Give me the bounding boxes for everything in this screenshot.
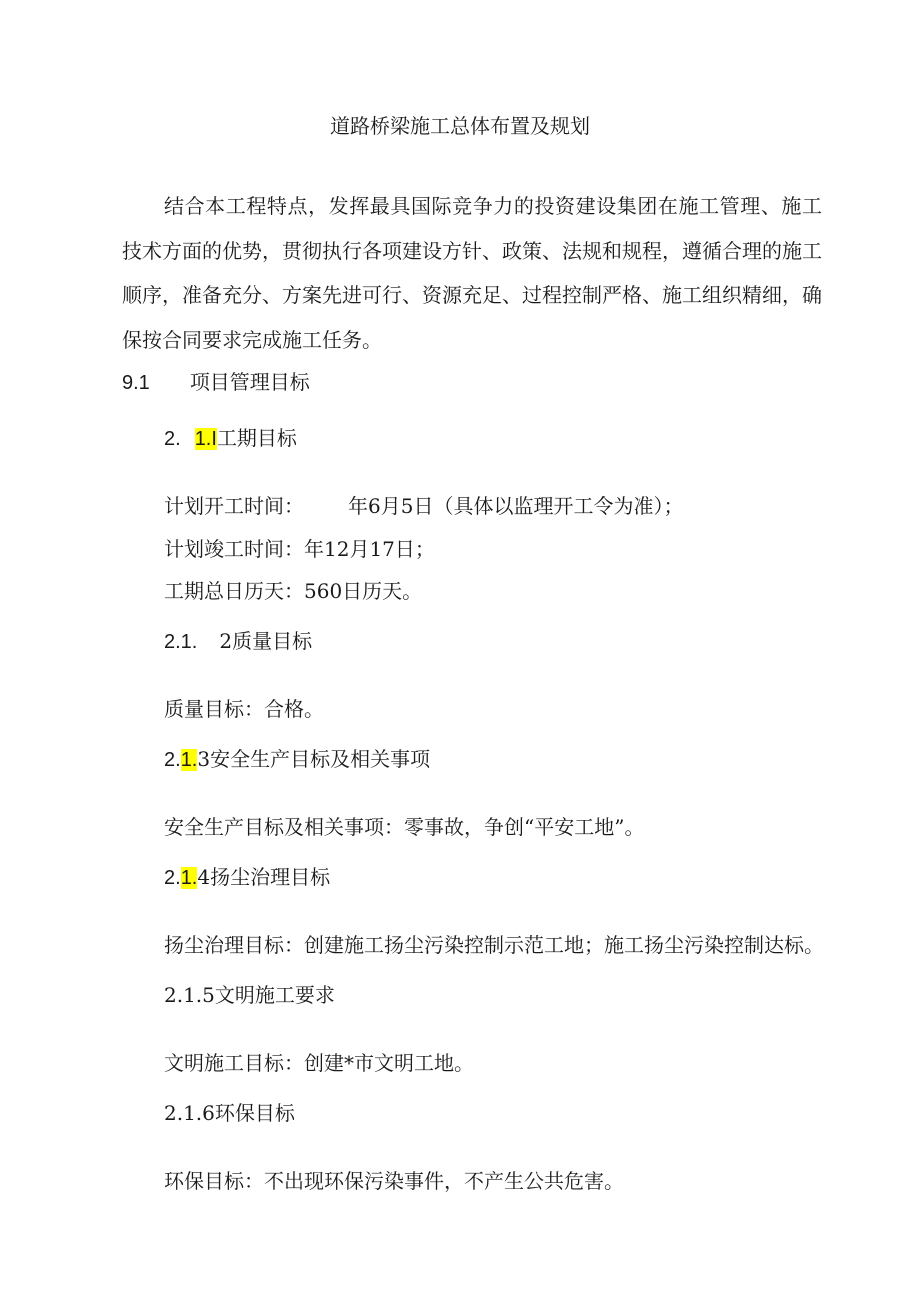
quality-heading — [164, 627, 312, 656]
civilized-body: 文明施工目标：创建*市文明工地。 — [164, 1051, 474, 1075]
schedule-heading — [164, 424, 297, 453]
schedule-heading-text: 工期目标 — [216, 426, 297, 450]
environment-heading: 2.1.6环保目标 — [164, 1101, 295, 1125]
schedule-finish-line: 计划竣工时间：年12月17日； — [164, 537, 435, 561]
schedule-start-line — [164, 492, 683, 520]
dust-heading-highlight: 1. — [180, 867, 198, 889]
dust-heading — [164, 863, 330, 892]
schedule-start-label: 计划开工时间： — [164, 494, 304, 518]
dust-heading-pre: 2. — [164, 867, 181, 889]
safety-heading-pre: 2. — [164, 749, 181, 771]
safety-body: 安全生产目标及相关事项：零事故，争创“平安工地”。 — [164, 815, 645, 839]
section-title: 项目管理目标 — [189, 370, 310, 394]
quality-heading-text: 2质量目标 — [219, 629, 313, 653]
intro-paragraph: 结合本工程特点，发挥最具国际竞争力的投资建设集团在施工管理、施工技术方面的优势，贯彻执行各项建设方针、政策、法规和规程，遵循合理的施工顺序，准备充分、方案先进可行、资源充足、过程控制严格、施工组织精细，确保按合同要求完成施工任务。 — [122, 194, 822, 352]
dust-body: 扬尘治理目标：创建施工扬尘污染控制示范工地；施工扬尘污染控制达标。 — [164, 933, 824, 957]
environment-body: 环保目标：不出现环保污染事件，不产生公共危害。 — [164, 1169, 624, 1193]
quality-heading-number: 2.1. — [164, 631, 198, 653]
safety-heading-post: 3安全生产目标及相关事项 — [197, 747, 431, 771]
civilized-heading: 2.1.5文明施工要求 — [164, 983, 335, 1007]
schedule-heading-highlight: 1.I — [194, 428, 217, 450]
section-number: 9.1 — [122, 372, 150, 394]
safety-heading-highlight: 1. — [180, 749, 198, 771]
page-title: 道路桥梁施工总体布置及规划 — [330, 114, 590, 138]
schedule-heading-prefix: 2. — [164, 428, 181, 450]
schedule-start-value: 年6月5日（具体以监理开工令为准）； — [348, 494, 684, 518]
safety-heading — [164, 745, 430, 774]
section-heading — [122, 368, 310, 397]
schedule-duration-line: 工期总日历天：560日历天。 — [164, 579, 423, 603]
dust-heading-post: 4扬尘治理目标 — [197, 865, 331, 889]
quality-body: 质量目标：合格。 — [164, 697, 324, 721]
